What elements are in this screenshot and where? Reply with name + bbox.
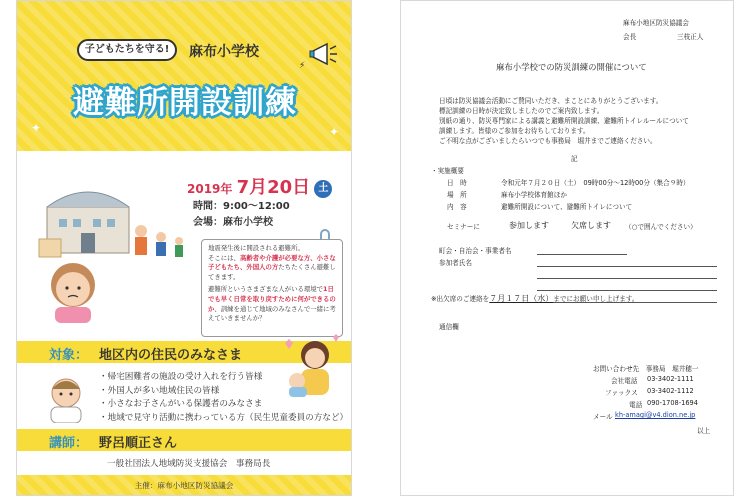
association-field[interactable] [537, 254, 627, 255]
participant-field[interactable] [537, 278, 717, 279]
megaphone-icon [309, 39, 339, 69]
body-line: ご不明な点がございましたらいつでも事務局 堀井までご連絡ください。 [439, 137, 657, 145]
list-item: ・ 地域で見守り活動に携わっている方（民生児童委員の方など） [99, 412, 348, 426]
flyer-header-band [17, 1, 351, 151]
sparkle-icon: ✦ [329, 125, 340, 139]
lecturer-label: 講師： [49, 436, 89, 451]
flyer-page [16, 0, 352, 496]
communication-label: 通信欄 [439, 323, 459, 331]
closing-text: 以上 [697, 427, 711, 435]
body-line: 標記訓練の日時が決定致しましたのでご案内致します。 [439, 107, 604, 115]
man-illustration [43, 373, 89, 423]
list-item: ・ 外国人が多い地域住民の皆様 [99, 385, 348, 399]
absent-option[interactable]: 欠席します [571, 221, 611, 230]
event-time: 時間：9:00～12:00 [193, 201, 290, 212]
organizer-text: 主催：麻布小地区防災協議会 [134, 481, 234, 490]
worried-woman-illustration [37, 253, 111, 323]
sparkle-icon: ✦ [31, 121, 42, 135]
deadline-date: ７月１７日（水） [489, 294, 554, 303]
event-date [187, 173, 332, 199]
email-link[interactable]: kh-amagi@v4.dion.ne.jp [615, 411, 696, 419]
contact-key: メール [593, 413, 613, 421]
overview-key: 日 時 [447, 179, 467, 187]
deadline-prefix: ※出欠席のご連絡を [431, 295, 490, 303]
note-highlight: 1日でも早く日常を取り戻すために何ができるのか [208, 285, 336, 313]
body-line: 別紙の通り、防災専門家による講義と避難所開設訓練、避難所トイレルールについて [439, 117, 689, 125]
target-list [99, 371, 348, 425]
note-paragraph-1: 地震発生後に開設される避難所。 [208, 244, 304, 252]
sender-name: 三枝正人 [677, 33, 704, 41]
contact-value: 03-3402-1112 [647, 387, 694, 395]
sender-role: 会長 [623, 33, 637, 41]
overview-value: 麻布小学校体育館ほか [501, 191, 567, 199]
note-text: たち [278, 263, 292, 272]
contact-value: 090-1708-1694 [647, 399, 698, 407]
event-venue: 会場：麻布小学校 [193, 217, 273, 228]
overview-value: 避難所開設について、避難所トイレについて [501, 203, 633, 211]
note-paragraph-3 [208, 285, 336, 323]
note-text: 、訓練を通じて地域のみなさんで一緒に考えていきませんか？ [208, 304, 336, 323]
contact-key: ファックス [605, 389, 638, 397]
deadline-suffix: までにお願い申し上げます。 [553, 295, 639, 303]
sender-organization: 麻布小地区防災協議会 [623, 19, 689, 27]
overview-label: ・実施概要 [431, 167, 464, 175]
letter-page [400, 0, 734, 496]
list-item: ・ 帰宅困難者の施設の受け入れを行う皆様 [99, 371, 348, 385]
intro-note [201, 239, 343, 337]
lecturer-organization: 一般社団法人地域防災支援協会 事務局長 [107, 459, 271, 469]
body-line: 日頃は防災協議会活動にご賛同いただき、まことにありがとうございます。 [439, 97, 663, 105]
note-text: そこには、 [208, 253, 240, 262]
overview-key: 内 容 [447, 203, 467, 211]
sparkle-icon: ⚡ [299, 61, 306, 71]
event-month-day: 7月20日 [236, 177, 311, 198]
participant-field[interactable] [537, 266, 717, 267]
contact-key: 会社電話 [611, 377, 638, 385]
deadline-note [431, 293, 638, 304]
body-line: 訓練します。皆様のご参加をお待ちしております。 [439, 127, 590, 135]
target-heading: 地区内の住民のみなさま [99, 348, 243, 363]
contact-value: 03-3402-1111 [647, 375, 694, 383]
contact-key: 電話 [629, 401, 643, 409]
list-item: ・ 小さなお子さんがいる保護者のみなさま [99, 398, 348, 412]
letter-title: 麻布小学校での防災訓練の開催について [496, 62, 647, 72]
overview-value: 令和元年７月２０日（土） 09時00分～12時00分（集合９時） [501, 179, 690, 187]
flyer-main-title: 避難所開設訓練 [73, 85, 297, 121]
day-of-week-badge: 土 [314, 180, 332, 198]
lecturer-name: 野呂順正さん [99, 436, 178, 451]
event-year: 2019年 [187, 182, 233, 196]
seminar-label: セミナーに [447, 223, 480, 231]
participant-field[interactable] [537, 290, 717, 291]
note-text: たくさん避難してきます。 [208, 263, 336, 281]
target-label: 対象： [49, 348, 89, 363]
overview-key: 場 所 [447, 191, 467, 199]
circle-instruction: （○で囲んでください） [625, 223, 697, 231]
note-text: 避難所というさまざまな人がいる環境で [208, 285, 324, 294]
association-label: 町会・自治会・事業者名 [439, 247, 512, 255]
ki-heading: 記 [571, 155, 578, 163]
contact-header: お問い合わせ先 事務局 堀井穂一 [593, 365, 699, 373]
attend-option[interactable]: 参加します [509, 221, 549, 230]
participants-label: 参加者氏名 [439, 259, 472, 267]
flyer-info-area [17, 151, 351, 341]
flyer-school-name: 麻布小学校 [189, 44, 259, 60]
tagline-badge: 子どもたちを守る! [77, 39, 177, 61]
note-highlight: 高齢者や介護が必要な方、小さな子どもたち、外国人の方 [208, 253, 336, 272]
note-paragraph-2 [208, 254, 336, 283]
